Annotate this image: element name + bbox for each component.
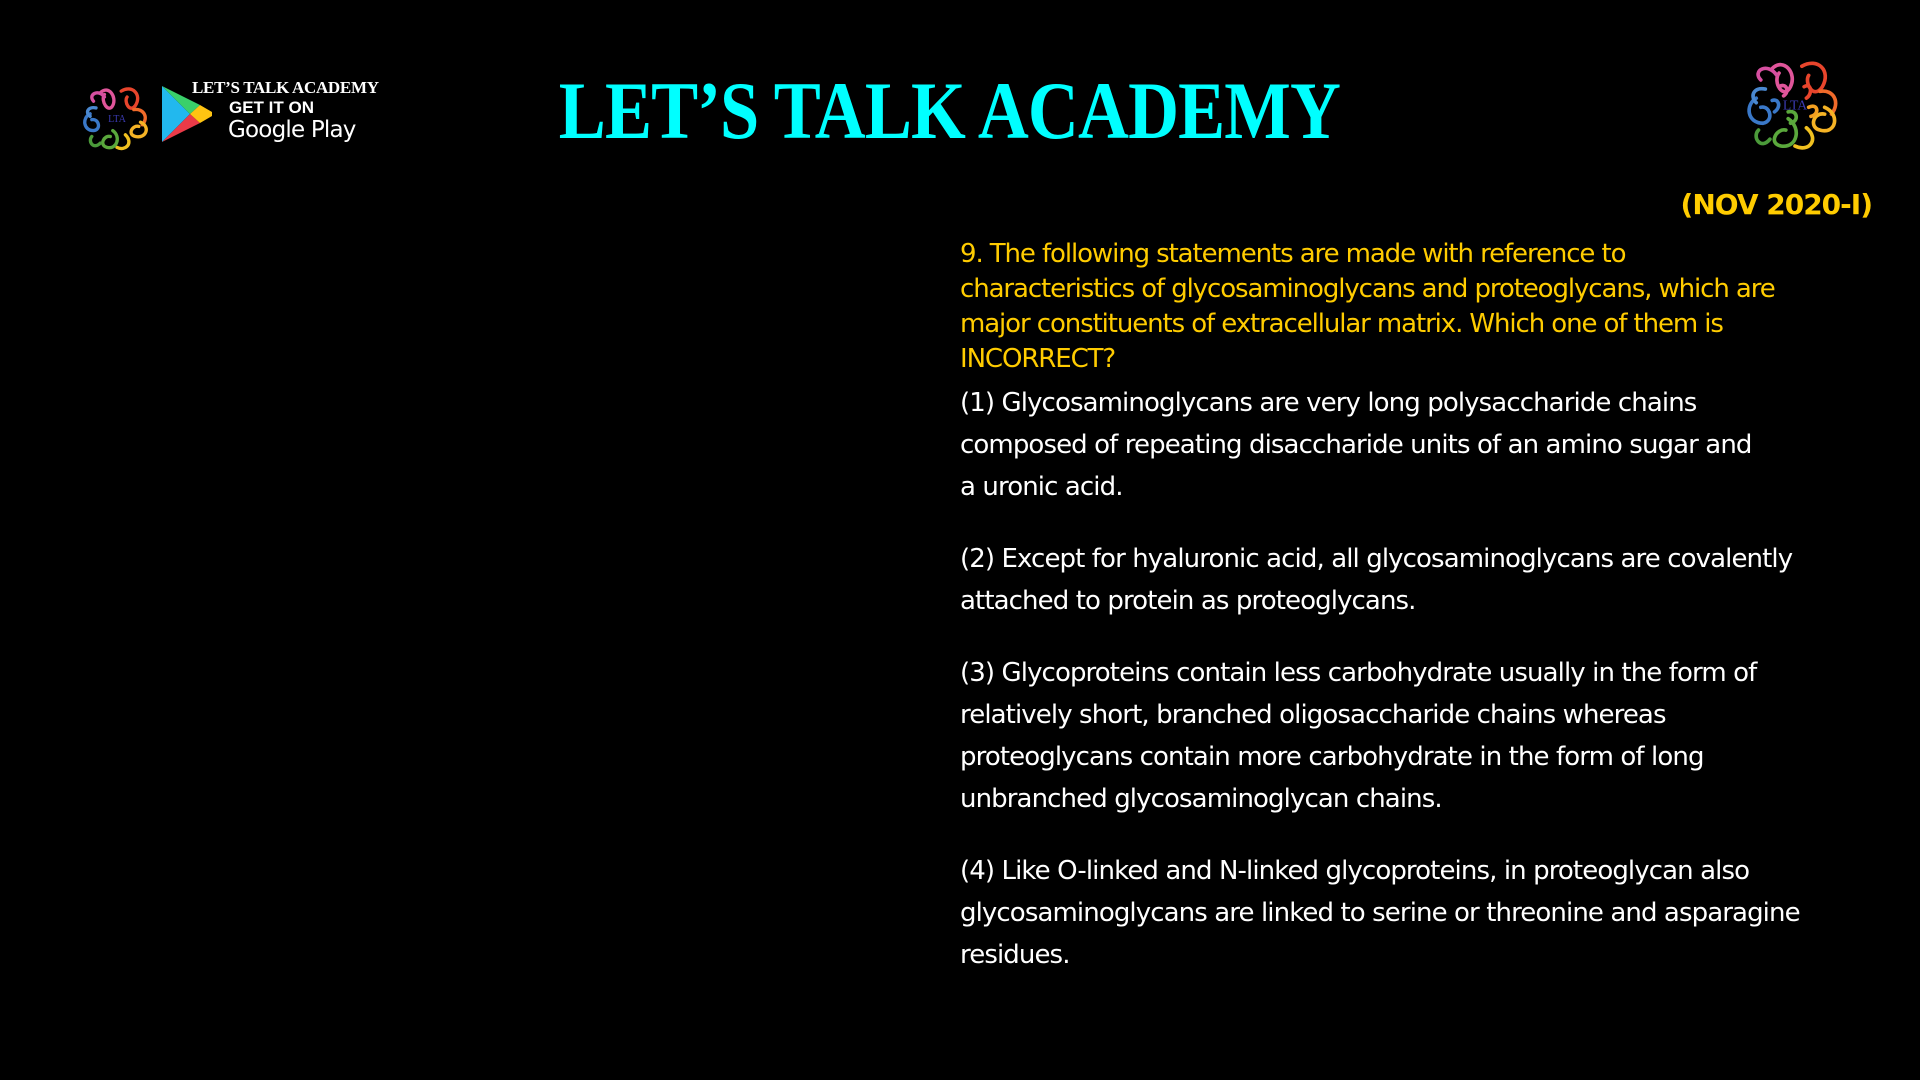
option-3 bbox=[960, 652, 1800, 820]
option-line: proteoglycans contain more carbohydrate in the form of long bbox=[960, 742, 1704, 772]
badge-google-play: Google Play bbox=[228, 117, 356, 143]
question-line: major constituents of extracellular matrix. Which one of them is bbox=[960, 309, 1723, 339]
svg-text:LTA: LTA bbox=[1782, 97, 1808, 113]
option-line: (4) Like O-linked and N-linked glycoproteins, in proteoglycan also bbox=[960, 856, 1750, 886]
svg-text:LTA: LTA bbox=[108, 114, 126, 126]
option-2 bbox=[960, 538, 1800, 622]
option-line: relatively short, branched oligosaccharide chains whereas bbox=[960, 700, 1666, 730]
answer-options bbox=[960, 382, 1800, 1006]
option-line: attached to protein as proteoglycans. bbox=[960, 586, 1416, 616]
option-line: residues. bbox=[960, 940, 1070, 970]
option-line: (3) Glycoproteins contain less carbohydrate usually in the form of bbox=[960, 658, 1757, 688]
option-line: (1) Glycosaminoglycans are very long polysaccharide chains bbox=[960, 388, 1697, 418]
option-line: glycosaminoglycans are linked to serine or threonine and asparagine bbox=[960, 898, 1800, 928]
badge-get-it-on: GET IT ON bbox=[229, 98, 314, 117]
question-stem bbox=[960, 237, 1775, 377]
option-4 bbox=[960, 850, 1800, 976]
option-1 bbox=[960, 382, 1800, 508]
option-line: unbranched glycosaminoglycan chains. bbox=[960, 784, 1442, 814]
option-line: (2) Except for hyaluronic acid, all glycosaminoglycans are covalently bbox=[960, 544, 1793, 574]
badge-brand-text: LET’S TALK ACADEMY bbox=[192, 78, 379, 97]
exam-session-label: (NOV 2020-I) bbox=[1680, 188, 1872, 221]
option-line: a uronic acid. bbox=[960, 472, 1123, 502]
page-title: LET’S TALK ACADEMY bbox=[558, 65, 1341, 156]
option-line: composed of repeating disaccharide units of an amino sugar and bbox=[960, 430, 1752, 460]
question-line: characteristics of glycosaminoglycans and proteoglycans, which are bbox=[960, 274, 1775, 304]
question-line: 9. The following statements are made with reference to bbox=[960, 239, 1626, 269]
lta-protein-logo-icon bbox=[1738, 48, 1852, 162]
question-line: INCORRECT? bbox=[960, 344, 1116, 374]
